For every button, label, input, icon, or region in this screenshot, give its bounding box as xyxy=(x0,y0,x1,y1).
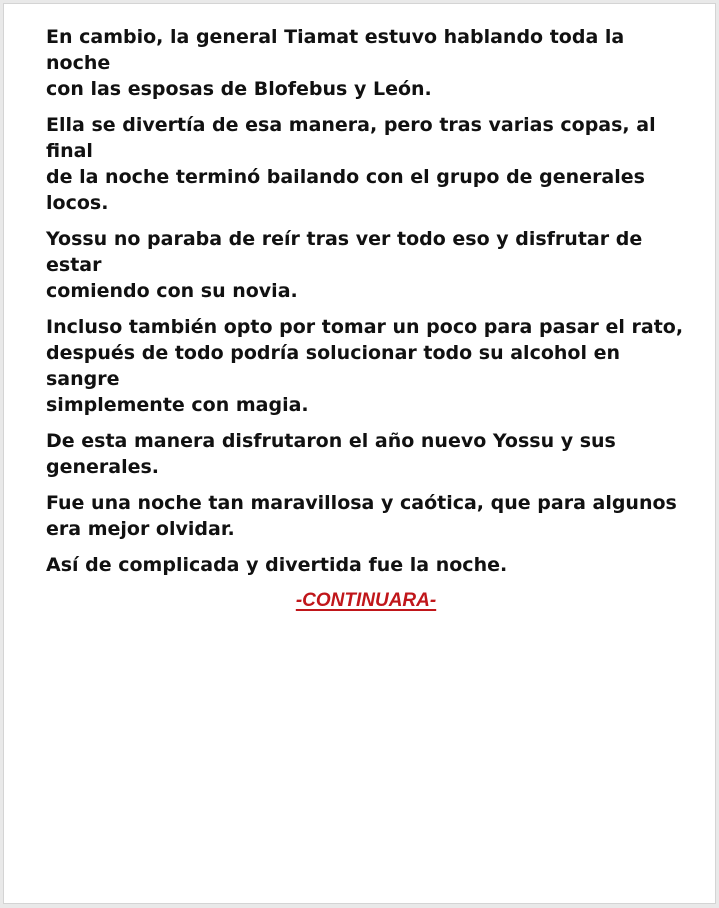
to-be-continued-label: -CONTINUARA- xyxy=(295,590,437,611)
paragraph-6: Fue una noche tan maravillosa y caótica, que para algunos era mejor olvidar. xyxy=(46,492,677,540)
document-page xyxy=(3,3,716,904)
paragraph-1: En cambio, la general Tiamat estuvo hablando toda la noche con las esposas de Blofebus y León. xyxy=(46,26,625,100)
document-body xyxy=(46,24,686,614)
paragraph-3: Yossu no paraba de reír tras ver todo eso y disfrutar de estar comiendo con su novia. xyxy=(46,228,643,302)
paragraph-4: Incluso también opto por tomar un poco para pasar el rato, después de todo podría solucionar todo su alcohol en sangre simplemente con magia. xyxy=(46,316,684,416)
paragraph-2: Ella se divertía de esa manera, pero tras varias copas, al final de la noche terminó bailando con el grupo de generales locos. xyxy=(46,114,656,214)
paragraph-7: Así de complicada y divertida fue la noche. xyxy=(46,554,508,576)
paragraph-5: De esta manera disfrutaron el año nuevo Yossu y sus generales. xyxy=(46,430,616,478)
